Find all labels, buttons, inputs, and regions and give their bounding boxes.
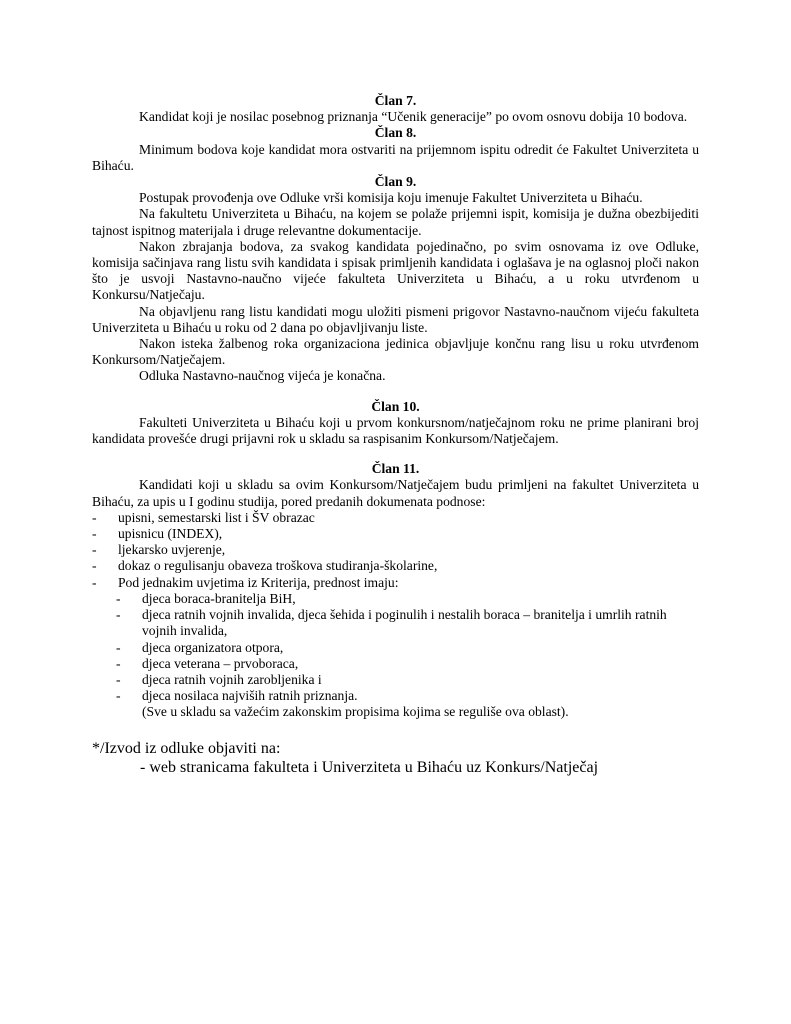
article-9-paragraph-6: Odluka Nastavno-naučnog vijeća je konačna. bbox=[139, 368, 386, 384]
list-item: - Pod jednakim uvjetima iz Kriterija, prednost imaju: bbox=[92, 575, 699, 591]
list-item: - ljekarsko uvjerenje, bbox=[92, 542, 699, 558]
document-page bbox=[92, 93, 699, 777]
priority-list-note: (Sve u skladu sa važećim zakonskim propisima kojima se reguliše ova oblast). bbox=[142, 704, 569, 720]
list-item: - djeca ratnih vojnih zarobljenika i bbox=[92, 672, 699, 688]
list-item: - upisnicu (INDEX), bbox=[92, 526, 699, 542]
article-7-paragraph: Kandidat koji je nosilac posebnog priznanja “Učenik generacije” po ovom osnovu dobija 10 bodova. bbox=[139, 109, 688, 125]
list-item: - dokaz o regulisanju obaveza troškova studiranja-školarine, bbox=[92, 558, 699, 574]
article-9-paragraph-4: Na objavljenu rang listu kandidati mogu uložiti pismeni prigovor Nastavno-naučnom vijeću fakulteta Univerziteta u Bihaću u roku od 2 dana po objavljivanju liste. bbox=[92, 303, 699, 335]
article-8-heading: Član 8. bbox=[374, 125, 417, 141]
publication-note: */Izvod iz odluke objaviti na: bbox=[92, 739, 281, 757]
article-10-paragraph: Fakulteti Univerziteta u Bihaću koji u prvom konkursnom/natječajnom roku ne prime planirani broj kandidata provešće drugi prijavni rok u skladu sa raspisanim Konkursom/Natječajem. bbox=[92, 414, 699, 447]
article-9-paragraph-3: Nakon zbrajanja bodova, za svakog kandidata pojedinačno, po svim osnovama iz ove Odluke, komisija sačinjava rang listu svih kandidata i spisak primljenih kandidata i oglašava je na oglasnoj ploči nakon što je usvoji Nastavno-naučno vijeće fakulteta Univerziteta u Bihaću, a u roku utvrđenom u Konkursu/Natječaju. bbox=[92, 238, 699, 303]
list-item: - djeca veterana – prvoboraca, bbox=[92, 656, 699, 672]
list-item: - djeca nosilaca najviših ratnih priznanja. bbox=[92, 688, 699, 704]
list-item: - djeca organizatora otpora, bbox=[92, 640, 699, 656]
list-item: - djeca boraca-branitelja BiH, bbox=[92, 591, 699, 607]
article-9-heading: Član 9. bbox=[374, 174, 417, 190]
list-item: - djeca ratnih vojnih invalida, djeca šehida i poginulih i nestalih boraca – branitelja i umrlih ratnih vojnih invalida, bbox=[92, 607, 699, 639]
article-9-paragraph-1: Postupak provođenja ove Odluke vrši komisija koju imenuje Fakultet Univerziteta u Bihaću. bbox=[139, 190, 643, 206]
article-9-paragraph-2: Na fakultetu Univerziteta u Bihaću, na kojem se polaže prijemni ispit, komisija je dužna obezbijediti tajnost ispitnog materijala i druge relevantne dokumentacije. bbox=[92, 206, 699, 238]
priority-list bbox=[92, 591, 699, 704]
publication-item: - web stranicama fakulteta i Univerziteta u Bihaću uz Konkurs/Natječaj bbox=[140, 758, 599, 776]
article-10-heading: Član 10. bbox=[371, 398, 420, 414]
required-documents-list bbox=[92, 510, 699, 591]
article-7-heading: Član 7. bbox=[374, 93, 417, 108]
article-11-paragraph: Kandidati koji u skladu sa ovim Konkursom/Natječajem budu primljeni na fakultet Univerziteta u Bihaću, za upis u I godinu studija, pored predanih dokumenata podnose: bbox=[92, 477, 699, 509]
list-item: - upisni, semestarski list i ŠV obrazac bbox=[92, 510, 699, 526]
article-8-paragraph: Minimum bodova koje kandidat mora ostvariti na prijemnom ispitu odredit će Fakultet Univerziteta u Bihaću. bbox=[92, 141, 699, 173]
article-11-heading: Član 11. bbox=[371, 461, 420, 477]
article-9-paragraph-5: Nakon isteka žalbenog roka organizaciona jedinica objavljuje končnu rang lisu u roku utvrđenom Konkursom/Natječajem. bbox=[92, 336, 699, 368]
